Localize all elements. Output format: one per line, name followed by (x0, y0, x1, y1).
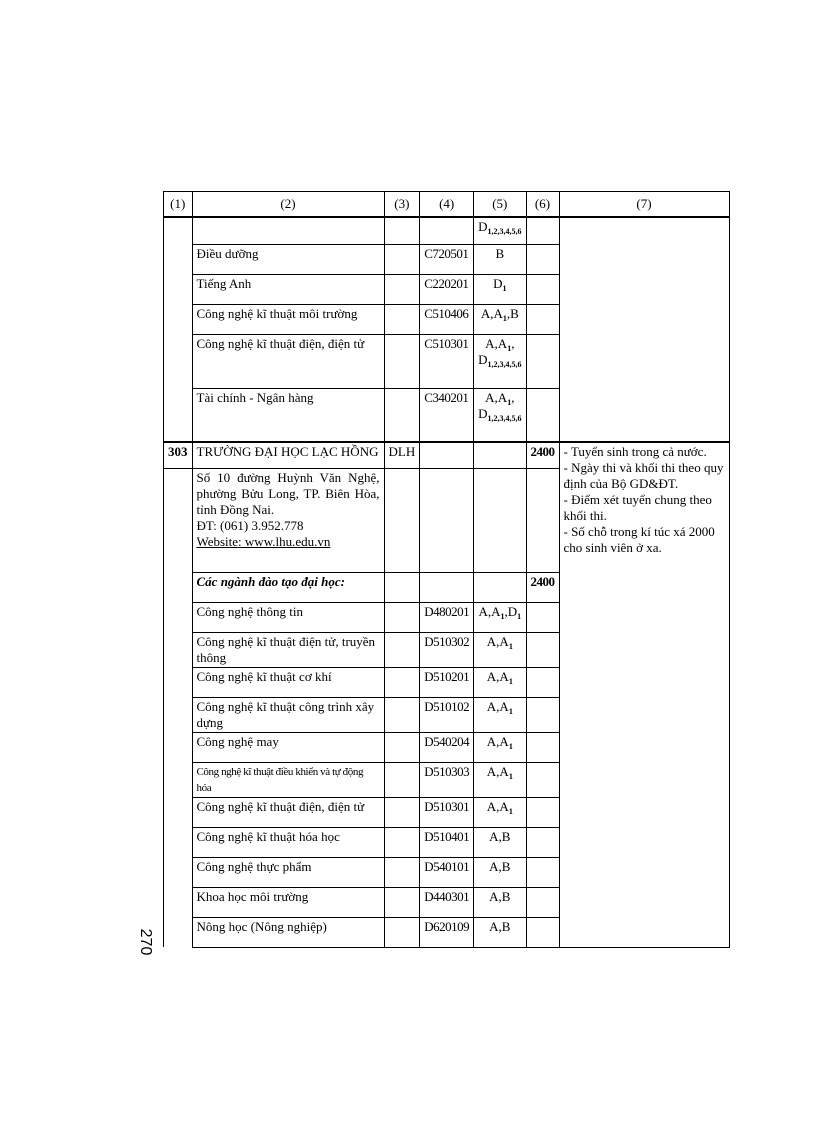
major-code: D620109 (420, 917, 474, 947)
exam-block: $A,A_1$ (474, 632, 526, 667)
major-code: C340201 (420, 388, 474, 442)
exam-block: A,B (474, 827, 526, 857)
admissions-table (163, 191, 730, 948)
school-row (164, 442, 730, 468)
note-line: - Điểm xét tuyển chung theo khối thi. (563, 492, 712, 523)
major-name: Nông học (Nông nghiệp) (192, 917, 384, 947)
major-name: Tiếng Anh (192, 274, 384, 304)
school-number: 303 (164, 442, 193, 468)
table-row (164, 217, 730, 244)
header-cell: (2) (192, 192, 384, 218)
exam-block: A,B (474, 917, 526, 947)
exam-block: B (474, 244, 526, 274)
major-name: Công nghệ kĩ thuật điện tử, truyền thông (192, 632, 384, 667)
major-code: D510301 (420, 797, 474, 827)
exam-block: $A,A_1$, $D_{1,2,3,4,5,6}$ (474, 334, 526, 388)
exam-block: $A,A_1$ (474, 732, 526, 762)
major-name: Công nghệ kĩ thuật cơ khí (192, 667, 384, 697)
major-name: Tài chính - Ngân hàng (192, 388, 384, 442)
section-quota: 2400 (526, 572, 559, 602)
major-code (420, 217, 474, 244)
exam-block: $A,A_1$ (474, 667, 526, 697)
school-quota: 2400 (526, 442, 559, 468)
exam-block: $A,A_1$, $D_{1,2,3,4,5,6}$ (474, 388, 526, 442)
header-cell: (7) (559, 192, 729, 218)
major-code: C720501 (420, 244, 474, 274)
exam-block: $A,A_1,D_1$ (474, 602, 526, 632)
note-line: - Ngày thi và khối thi theo quy định của Bộ GD&ĐT. (563, 460, 724, 491)
school-address: Số 10 đường Huỳnh Văn Nghệ, phường Bửu Long, TP. Biên Hòa, tỉnh Đồng Nai. (196, 469, 380, 517)
major-code: D510401 (420, 827, 474, 857)
exam-block: $A,A_1$ (474, 762, 526, 797)
exam-block: $A,A_1,B$ (474, 304, 526, 334)
exam-block: $D_1$ (474, 274, 526, 304)
major-name: Khoa học môi trường (192, 887, 384, 917)
major-code: D510302 (420, 632, 474, 667)
major-name: Điều dưỡng (192, 244, 384, 274)
exam-block: A,B (474, 887, 526, 917)
header-cell: (1) (164, 192, 193, 218)
school-notes (559, 442, 729, 947)
major-code: C220201 (420, 274, 474, 304)
major-name: Công nghệ kĩ thuật hóa học (192, 827, 384, 857)
major-name: Công nghệ thực phẩm (192, 857, 384, 887)
header-cell: (6) (526, 192, 559, 218)
school-phone: ĐT: (061) 3.952.778 (196, 517, 304, 533)
major-name: Công nghệ kĩ thuật công trình xây dựng (192, 697, 384, 732)
exam-block: $D_{1,2,3,4,5,6}$ (474, 217, 526, 244)
page-number: 270 (137, 928, 154, 956)
major-code: D480201 (420, 602, 474, 632)
exam-block: $A,A_1$ (474, 697, 526, 732)
school-name: TRƯỜNG ĐẠI HỌC LẠC HỒNG (192, 442, 384, 468)
major-name: Công nghệ kĩ thuật điều khiển và tự động hóa (192, 762, 384, 797)
major-code: D510201 (420, 667, 474, 697)
major-name (192, 217, 384, 244)
notes-cell (559, 217, 729, 442)
header-cell: (4) (420, 192, 474, 218)
note-line: - Số chỗ trong kí túc xá 2000 cho sinh viên ở xa. (563, 524, 715, 555)
school-website: Website: www.lhu.edu.vn (196, 533, 331, 549)
major-name: Công nghệ may (192, 732, 384, 762)
exam-block: A,B (474, 857, 526, 887)
major-code: C510301 (420, 334, 474, 388)
note-line: - Tuyển sinh trong cả nước. (563, 444, 707, 459)
major-name: Công nghệ kĩ thuật điện, điện tử (192, 334, 384, 388)
major-name: Công nghệ kĩ thuật môi trường (192, 304, 384, 334)
major-code: D540204 (420, 732, 474, 762)
major-code: D510303 (420, 762, 474, 797)
major-name: Công nghệ kĩ thuật điện, điện tử (192, 797, 384, 827)
major-code: D440301 (420, 887, 474, 917)
school-address-block (192, 468, 384, 572)
header-cell: (3) (384, 192, 420, 218)
major-name: Công nghệ thông tin (192, 602, 384, 632)
major-code: D510102 (420, 697, 474, 732)
exam-block: $A,A_1$ (474, 797, 526, 827)
major-code: C510406 (420, 304, 474, 334)
header-cell: (5) (474, 192, 526, 218)
school-type: DLH (384, 442, 420, 468)
major-code: D540101 (420, 857, 474, 887)
number-cell (164, 217, 193, 442)
section-title: Các ngành đào tạo đại học: (192, 572, 384, 602)
header-row (164, 192, 730, 218)
